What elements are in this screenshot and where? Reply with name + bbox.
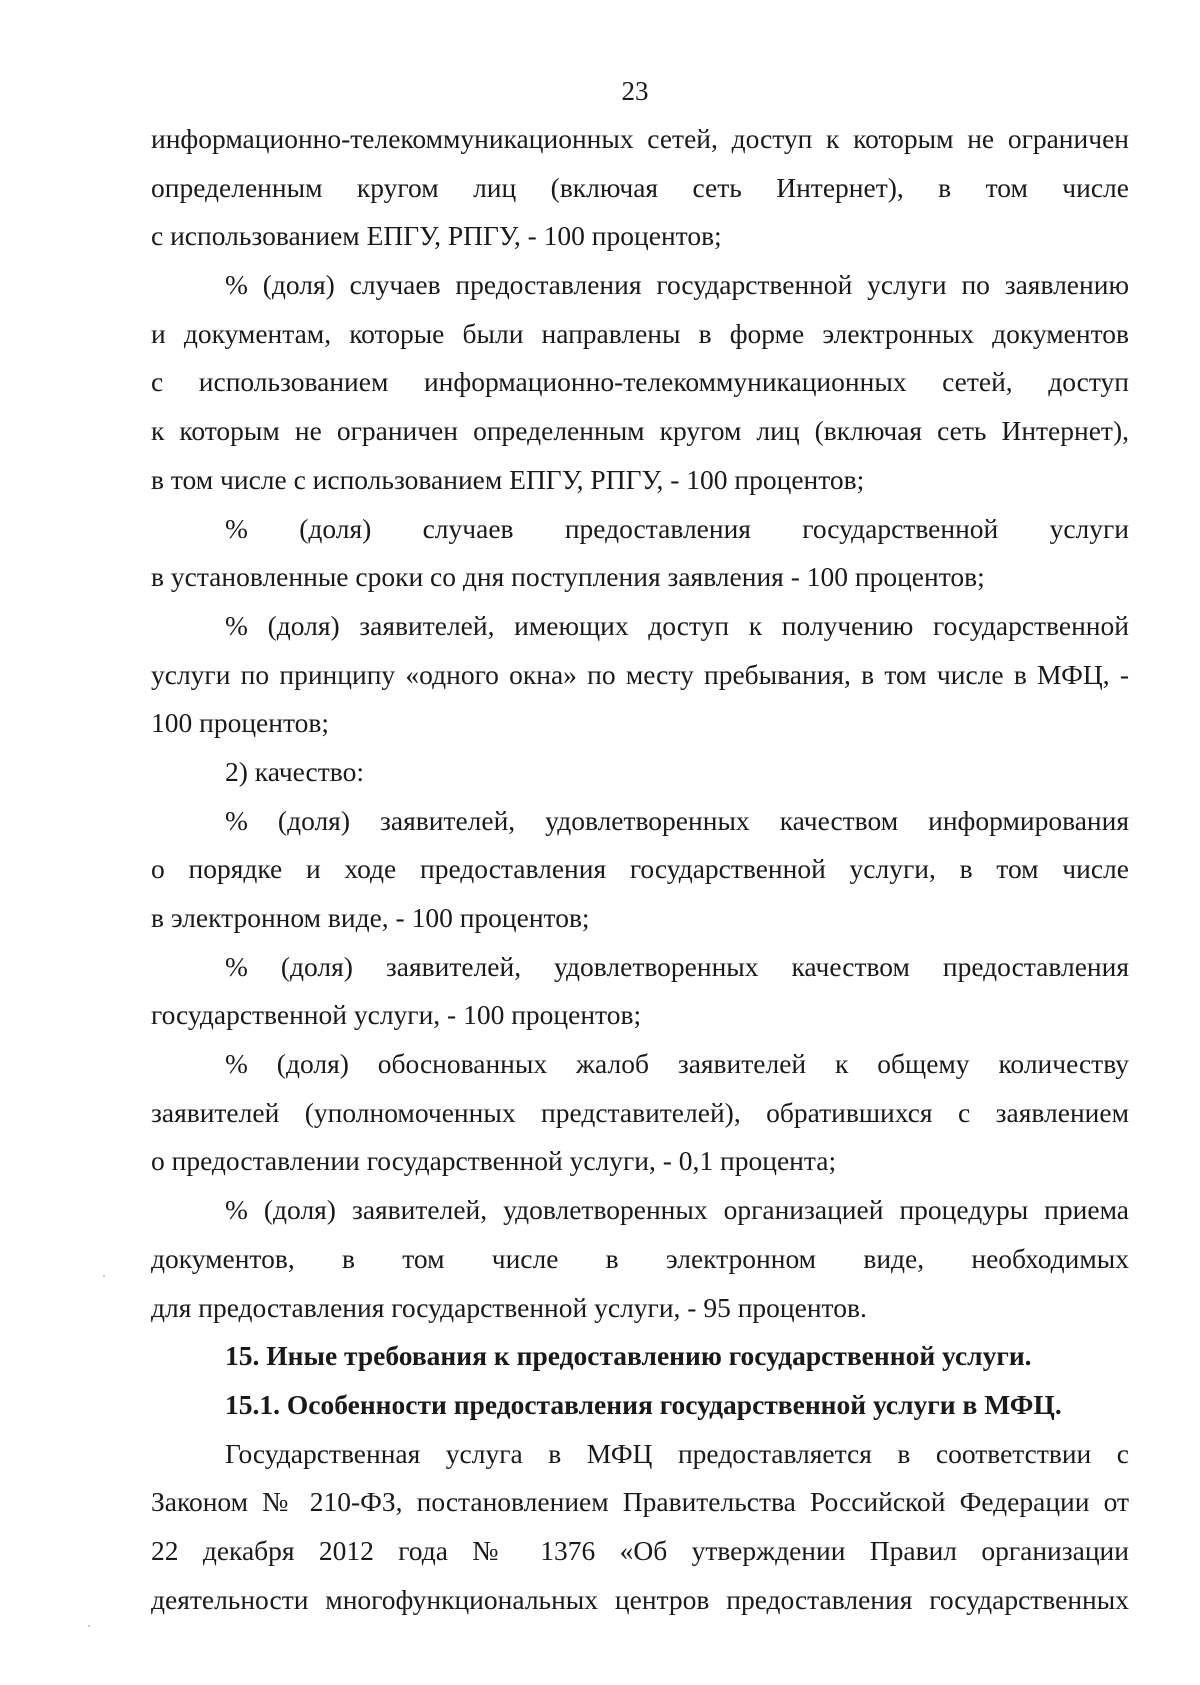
text-line: 100 процентов; xyxy=(151,707,330,739)
paragraph-first-line: 2) качество: xyxy=(225,755,364,787)
text-line: о порядке и ходе предоставления государственной услуги, в том числе xyxy=(151,853,1129,885)
scan-speck xyxy=(88,1625,90,1627)
text-line: государственной услуги, - 100 процентов; xyxy=(151,999,642,1031)
text-line: 22 декабря 2012 года № 1376 «Об утверждении Правил организации xyxy=(151,1534,1129,1566)
text-line: заявителей (уполномоченных представителей), обратившихся с заявлением xyxy=(151,1096,1129,1128)
paragraph-first-line: % (доля) заявителей, удовлетворенных качеством предоставления xyxy=(225,950,1129,982)
text-line: в электронном виде, - 100 процентов; xyxy=(151,902,590,933)
subsection-heading: 15.1. Особенности предоставления государственной услуги в МФЦ. xyxy=(225,1388,1062,1420)
paragraph-first-line: % (доля) заявителей, удовлетворенных организацией процедуры приема xyxy=(225,1194,1129,1226)
text-line: Законом № 210-ФЗ, постановлением Правительства Российской Федерации от xyxy=(151,1486,1129,1518)
scan-speck xyxy=(103,1275,105,1277)
document-body xyxy=(151,115,1129,1624)
paragraph-first-line: % (доля) обоснованных жалоб заявителей к общему количеству xyxy=(225,1048,1129,1080)
text-line: в том числе с использованием ЕПГУ, РПГУ, - 100 процентов; xyxy=(151,463,865,495)
text-line: определенным кругом лиц (включая сеть Интернет), в том числе xyxy=(151,171,1129,203)
text-line: с использованием информационно-телекоммуникационных сетей, доступ xyxy=(151,366,1129,398)
text-line: информационно-телекоммуникационных сетей, доступ к которым не ограничен xyxy=(151,123,1129,154)
paragraph-first-line: % (доля) заявителей, удовлетворенных качеством информирования xyxy=(225,804,1129,836)
text-line: для предоставления государственной услуги, - 95 процентов. xyxy=(151,1291,867,1323)
text-line: о предоставлении государственной услуги, - 0,1 процента; xyxy=(151,1145,837,1177)
text-line: и документам, которые были направлены в форме электронных документов xyxy=(151,317,1129,349)
text-line: деятельности многофункциональных центров предоставления государственных xyxy=(151,1583,1129,1615)
text-line: с использованием ЕПГУ, РПГУ, - 100 процентов; xyxy=(151,220,722,252)
section-heading: 15. Иные требования к предоставлению государственной услуги. xyxy=(225,1340,1032,1372)
paragraph-first-line: % (доля) случаев предоставления государственной услуги xyxy=(225,512,1129,544)
text-line: услуги по принципу «одного окна» по месту пребывания, в том числе в МФЦ, - xyxy=(151,658,1129,690)
text-line: документов, в том числе в электронном виде, необходимых xyxy=(151,1242,1129,1274)
paragraph-first-line: % (доля) случаев предоставления государственной услуги по заявлению xyxy=(225,269,1129,301)
text-line: в установленные сроки со дня поступления заявления - 100 процентов; xyxy=(151,561,985,593)
paragraph-first-line: % (доля) заявителей, имеющих доступ к получению государственной xyxy=(225,609,1129,641)
text-line: к которым не ограничен определенным кругом лиц (включая сеть Интернет), xyxy=(151,415,1129,447)
paragraph-first-line: Государственная услуга в МФЦ предоставляется в соответствии с xyxy=(225,1437,1129,1469)
page-number: 23 xyxy=(621,76,649,106)
